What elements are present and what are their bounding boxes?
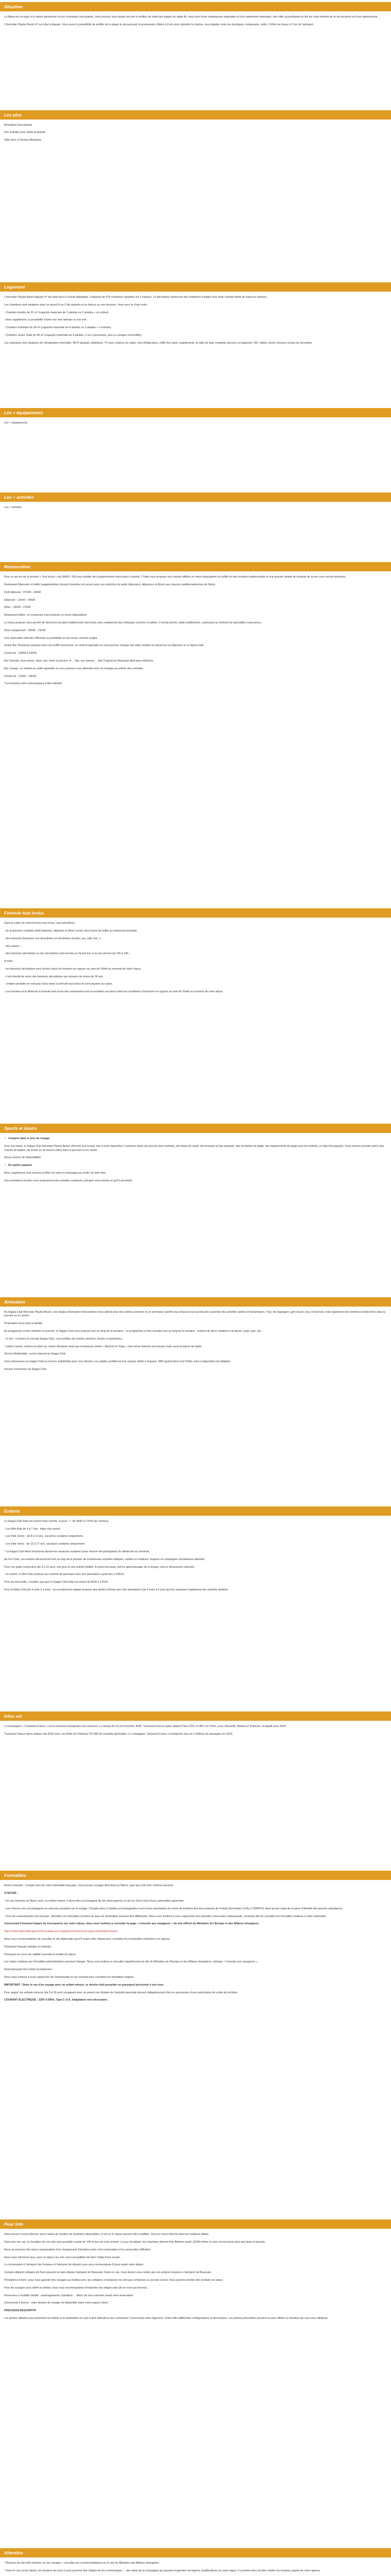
paragraph: Pour le Baby Club (de 4 mois à 4 ans) : un encadrement adapté propose des ateliers d'éveil avec des animateurs (de 4 mois à 4 ans) qui leur proposent également des activités dédiées. [4,1588,229,1591]
paragraph: IMPORTANT : Dans le cas d'un voyage avec un enfant mineur, ce dernier doit posséder un passeport personnel à son nom. [4,1983,164,1987]
paragraph: - Les horaires et le détail de la formule tout inclus des restaurants sont accessibles sur place selon les conditions d'ouverture en vigueur au sein de l'hôtel au moment de votre séjour. [4,990,224,994]
paragraph: - Avec supplément, la possibilité d'avoir vue mer latérale ou vue mer. [4,318,87,322]
paragraph: - des boissons (boissons non alcoolisées et alcoolisées locales, jus, café, thé...) [4,937,101,940]
section-title: Sports et loisirs [4,1126,37,1131]
paragraph: Les + activités [4,506,22,510]
paragraph: Concernant l'éventuel impact du Coronavirus sur votre séjour, nous vous invitons à consulter la page « Conseils aux voyageurs » du site officiel du Ministère de l'Europe et des Affaires étrangères. [4,1922,259,1926]
section-spacer [0,31,391,108]
section-spacer [0,690,391,906]
section-title: Pour info [4,2222,23,2227]
section-body-attention [0,2562,391,2576]
paragraph: Nous ne pouvons être tenus responsables d'un changement d'horaires entre votre réservation et la convocation définitive. [4,2248,152,2251]
paragraph: Nous vous invitons à vous rapprocher de l'ambassade ou du consulat pour connaître les formalités exigées. [4,1975,135,1979]
paragraph: - de la pension complète (petit déjeuner, déjeuner et dîner) servie sous forme de buffet au restaurant principal, [4,929,138,933]
section-spacer [0,1187,391,1295]
paragraph: - Chambre double de 22 m² (capacité maximale de 2 adultes ou 2 adultes + un enfant) [4,311,109,314]
paragraph: - Pour les ressortissants non français : Attention, les formalités d'entrée du pays de destination peuvent être différentes. Nous vous invitons à vous rapprocher des autorités concernées (ambassade, consulat) afin de connaître les formalités relatives à votre nationalité. [4,1914,327,1918]
section-header-les-plus [0,110,391,120]
paragraph: Les photos utilisées pour présenter les hôtels et la destination ne sont à titre indicatif et non contractuel. Concernant votre logement, l'hôtel offre différentes configurations et décorations. Les photos présentées peuvent ne pas refléter la chambre qui vous sera attribuée. [4,2316,329,2320]
section-title: Les plus [4,112,22,117]
section-title: Logement [4,284,25,290]
paragraph: Pour ce qui est de la formule « Tout Inclus » de 09h00 - 00h pour profiter de la gastronomie marocaine à volonté. L'hôtel vous propose une cuisine raffinée en menu dégustation ou buffet où des recettes traditionnelles et une grande variété de produits de la mer vous seront proposés. [4,575,346,579]
paragraph: Dîner : 19h00 - 21h30 [4,606,31,609]
paragraph: Avec supplément vous pourrez profiter de soins et massages au centre de bien-être. [4,1172,107,1175]
paragraph: - Les Kids Junior : de 8 à 11 ans, vacances scolaires uniquement. [4,1535,84,1538]
section-header-logement [0,282,391,292]
paragraph: Les chambres sont équipées de climatisation réversible, Wi-Fi (gratuit), téléphone, TV avec chaînes du câble, mini réfrigérateur, coffre-fort (avec supplément), et salle de bain complète (douche ou baignoire, WC, bidet), sèche-cheveux et plus de serviettes. [4,341,313,345]
paragraph: Restaurant Marocain et buffet mappelanésien devant révolution où seront avec une sélection de petits déjeuners, déjeuners et dîners aux saveurs méditerranéennes de Maria. [4,583,216,586]
section-spacer [0,1740,391,1869]
section-header-sports-et-loisirs [0,1124,391,1133]
section-header-formule-tout-inclus [0,908,391,918]
section-body-formalites [0,1884,391,2003]
paragraph: Dans le cadre de votre formule tout inclus, vous bénéficiez : [4,922,77,925]
bullet-item: • En option payante [4,1164,387,1168]
paragraph: Passeport en cours de validité couvrant la totalité du séjour. [4,1953,76,1956]
section-header-les-activites [0,493,391,502]
paragraph: Les chambres sont équipées avec un grand lit ou 2 lits séparés et un balcon ou une terrasse. Vous avez le choix entre : [4,303,149,307]
paragraph: Nous vous informons que, pour ce séjour, les vols sont susceptibles de faire l'objet d'une escale. [4,2256,121,2259]
paragraph: Documents à fournir : votre dossier de voyage est disponible dans votre espace client. [4,2301,109,2305]
paragraph: Pour les voyages avec bébé ou enfant, nous vous recommandons d'emporter des sièges auto (ils ne sont pas fournis). [4,2286,148,2290]
section-body-enfants [0,1520,391,1592]
paragraph: Ouvert de : 10h00 à 16h00 [4,652,37,655]
bullet-list [4,1137,387,1141]
paragraph: Pour les tout-petits, n'oubliez pas que le Kappa Club Kids est ouvert de 8h30 à 17h30. [4,1581,109,1584]
paragraph: Pour rappel, les enfants mineurs (de 0 à 18 ans) voyageant avec un parent non titulaire de l'autorité parentale doivent obligatoirement être en possession d'une autorisation de sortie de territoire. [4,1991,238,1994]
section-body-les-plus [0,124,391,143]
paragraph: Déjeuner : 12h30 - 14h30 [4,598,36,602]
section-spacer [0,998,391,1122]
paragraph: Des activités pour petits et grands [4,131,45,134]
section-title: Situation [4,4,23,9]
section-title: Formule tout inclus [4,910,44,916]
paragraph: A noter : [4,960,14,963]
section-body-pour-info [0,2233,391,2321]
section-header-les-equipements [0,408,391,417]
paragraph[interactable]: https://www.diplomatie.gouv.fr/fr/conseils-aux-voyageurs/conseils-par-pays-destination/maroc/ [4,1930,118,1934]
bullet-item: • Compris dans le prix du voyage [4,1137,387,1141]
section-title: Attention [4,2550,23,2555]
paragraph: - le soir : à travers le concept Kappa Club, vous profitez de soirées animées, shows et spectacles... [4,1337,124,1341]
section-body-animation [0,1311,391,1372]
paragraph: * Le Kappa Club Ados fonctionne durant les vacances scolaires (sous réserve de participants) du dimanche au vendredi. [4,1550,150,1554]
section-title: Infos vol [4,1713,22,1719]
paragraph: - il est interdit de servir des boissons alcoolisées aux mineurs de moins de 18 ans, [4,975,104,978]
section-title: Formalités [4,1873,26,1878]
section-spacer [0,2325,391,2546]
section-spacer [0,2006,391,2217]
paragraph: * Mesures de sécurité sanitaire sur les voyages : consultez les recommandations sur le site du Ministère des Affaires étrangères. [4,2561,160,2565]
paragraph: Vous retrouverez au Kappa Club un service multimédia pour vous divertir. Les adultes profiteront d'un espace dédié à l'espace, WIFI gratuit dans tout l'hôtel, mise à disposition de tablettes. [4,1360,231,1364]
section-spacer [0,1376,391,1504]
paragraph: - des snacks ... [4,944,23,948]
paragraph: Une réservation doit être effectuée au préalable et une tenue correcte exigée. [4,636,98,640]
paragraph: Pour nos petits vacanciers (de 4 à 11 ans), nos jeux et une activité dédiée, ils pourront aussi, soit en apprentissage de la langue, soit en découverte culturelle. [4,1565,196,1569]
paragraph: * Dans le cas où les clients, les horaires de vous à vous pourriez être obligés de les communiquer ... des aléas de la compagnie qui peuvent engendrer de légères modifications sur votre séjour. Il convient donc de bien vérifier les horaires auprès de votre agence. [4,2569,321,2572]
section-header-situation [0,2,391,11]
section-body-formule-tout-inclus [0,922,391,994]
section-title: Les + activités [4,495,34,500]
paragraph: Certains départs indiqués de Paris peuvent se faire depuis l'aéroport de Beauvais. Dans ce cas, vous devrez vous rendre par vos propres moyens à l'aéroport de Beauvais. [4,2271,212,2275]
paragraph: L'Ibérostar Playita Beach Aguaïe 4* est situé face à l'océan Atlantique. Il dispose de 479 chambres réparties sur 3 niveaux. La décoration lumineuse des chambres s'inspire d'un style colonial teinté de nuances marines. [4,295,268,299]
paragraph: PRECISION DESCRIPTIF [4,2309,37,2313]
paragraph: Au programme et des activités en journée, le Kappa Club vous propose tout au long de la semaine : un programme et des activités tout au long de la semaine : matchs de sport, initiation à la danse, yoga, quiz, etc... [4,1330,264,1333]
paragraph: Nous vous recommandons de consulter le site diplomatie.gouv.fr avant votre départ pour connaître les éventuelles restrictions en vigueur. [4,1937,171,1941]
section-body-infos-vol [0,1725,391,1737]
section-spacer [0,146,391,280]
paragraph: - Les mineurs non accompagnés ne sont pas acceptés sur le voyage. Il faudra alors à l'adulte accompagnateur muni d'une autorisation de sortie de territoire des deux parents de l'enfant (formulaire Cerfa n°15646*01 ainsi qu'une copie de la pièce d'identité des parents signataires). [4,1907,344,1910]
paragraph: - certains produits ne sont pas inclus dans la formule tout inclus et sont payants sur place, [4,982,113,986]
section-spacer [0,349,391,406]
paragraph: *Les horaires sont communiqués à titre indicatif. [4,682,62,686]
paragraph: L'Ibérostar Playita Resort 4* est situé à Aguaïe. Vous aurez la possibilité de profiter de la plage ou de parcourir la promenade côtière à 8 km pour rejoindre la marina, vous balader entre les boutiques, restaurants, cafés. L'hôtel se trouve à 2 km de l'aéroport. [4,23,314,26]
paragraph: Diner uniquement : 18h00 - 21h30 [4,629,46,632]
section-body-logement [0,296,391,346]
paragraph: Snack Bar Tinuhouse propose dans son buffet tout-inclus. Un endroit agréable ou vous pourrez manger des plats simples et savoureux au déjeuner ou à l'après-midi. [4,644,204,648]
section-body-les-activites [0,506,391,510]
paragraph: - Chambre Junior Suite de 40 m² (capacité maximale de 4 adultes, 2 ou 3 personnes, plus un canapé convertible). [4,333,142,337]
paragraph: Heures d'ouverture du Kappa Club. [4,1368,47,1371]
section-header-animation [0,1297,391,1307]
paragraph: Des prestations locales vous proposeront des activités nautiques, plongée sous-marine et golf à proximité. [4,1179,133,1182]
paragraph: COURANT ÉLECTRIQUE : 220V à 50Hz. Type C et E. Adaptateur non nécessaire. [4,1998,108,2002]
paragraph: Bar Lounge, un endroit au cadre agréable ou vous pourrez vous détendre avec la musique au rythme des cocktails. [4,667,144,670]
paragraph: Proposition pour toute la famille. [4,1322,43,1326]
paragraph: Pour vos loisirs, le Kappa Club Iberostar Playita Beach (formule tout inclus) met à votre disposition 3 piscines (dont une piscine pour enfants), des bains de soleil, des transats et des parasols, des serviettes de plage, des équipements de plage pour les enfants, un Spa Kid (payant). Vous pourrez prendre part à des matchs de basket, de tennis ou de beach-volley dans la journée ou en soirée. [4,1144,384,1152]
paragraph: La compagnie « Transavia France » est le nouveau transporteur de vacances. Le temps de vol est d'environ 4h30. Transavia France opère depuis Paris CDG et ORY sur Paris, Lyon, Marseille, Nantes et Toulouse, et Agadir pour 2024. [4,1724,287,1728]
section-spacer [0,1596,391,1709]
paragraph: Au Kappa Club Iberostar Playita Beach, une équipe d'animation francophone vous attend pour des soirées animées et un animateur sportif vous propose tout au long de la journée des activités variées et dynamiques. Tout, de l'aquagym, gym douce, jeux et tournois, mais également de nombreux temps forts dans la journée ou en soirée. [4,1310,385,1318]
paragraph: Situé face à l'Océan Atlantique [4,139,41,142]
section-header-formalites [0,1871,391,1880]
paragraph: Restaurant italien, un restaurant vous propose un menu dégustation. [4,614,88,617]
section-body-les-equipements [0,421,391,426]
paragraph: Transavia France opère depuis mai 2022 avec une flotte de 8 Boeing 737-800 de nouvelle génération. La compagnie Transavia France a transporté plus de 2 millions de passagers en 2023. [4,1732,233,1736]
paragraph: - En cas d'arrivée au Maroc avec un enfant mineur, il devra être accompagné de ses deux parents ou de l'un d'eux muni d'une autorisation parentale. [4,1899,185,1903]
paragraph: - Les Mini Kids de 4 à 7 ans : baby club animé. [4,1527,61,1531]
paragraph: - Les Kids Teens : de 12 à 17 ans, vacances scolaires uniquement. [4,1543,85,1546]
paragraph: Les règles relatives aux formalités administratives peuvent changer. Nous vous invitons à consulter régulièrement le site du Ministère de l'Europe et des Affaires étrangères, rubrique « Conseils aux voyageurs ». [4,1960,258,1964]
paragraph: Petit déjeuner : 07h00 - 10h00 [4,590,41,594]
paragraph: - soirée Casino, cinéma en plein air, soirée dansante ainsi que la fameuse soirée « Blanche & Tinge » (une tenue blanche est prévue) mais aussi la danse de ballet. [4,1345,202,1348]
paragraph: Ouvert de : 21h00 - 23h00 [4,674,36,678]
section-header-enfants [0,1506,391,1516]
section-body-situation [0,15,391,27]
section-title: Les + équipements [4,410,43,415]
paragraph: Prestations à bord : pour vous garantir des voyages au meilleur prix, les collations et boissons ne sont pas comprises ou servies à bord. Vous pourrez acheter des produits sur place. [4,2278,223,2282]
section-body-restauration [0,575,391,686]
section-body-sports-et-loisirs [0,1137,391,1183]
section-header-infos-vol [0,1711,391,1721]
section-header-attention [0,2548,391,2557]
paragraph: Le Kappa Club Kids est ouvert toute l'année, 6 jours / 7, de 9h30 à 17h30 (en continu). [4,1519,109,1523]
paragraph: - des boissons alcoolisées et non alcoolisées sont servies au Snack bar et au bar piscine de 10h à 23h... [4,952,131,956]
bullet-list [4,1164,387,1168]
paragraph: Nous tenons à vous informer qu'en raison du nombre de chambres disponibles, le vol ou le séjour peuvent être modifiés. Vous en serez informé dans les meilleurs délais. [4,2233,209,2236]
paragraph: Dans tous les cas, la réception de vos clés sera possible à partir de 14h le jour de votre arrivée. Le jour du départ, les chambres doivent être libérées avant 12h00 même si votre vol est prévu plus tard dans la journée. [4,2240,266,2244]
section-title: Animation [4,1299,25,1304]
paragraph: Bonne nouvelle : Compte tenu de votre nationalité française, vous pouvez voyager librement au Maroc, quel que soit votre schéma vaccinal. [4,1884,174,1888]
paragraph: - les boissons alcoolisées sont servies selon les horaires en vigueur au sein de l'hôtel au moment de votre séjour, [4,967,141,971]
section-title: Enfants [4,1508,20,1514]
paragraph: Les + équipements [4,421,27,425]
paragraph: - En soirée, le Mini Club propose aux enfants de participer avec nos animateurs ayant lieu à 20h15... [4,1573,126,1577]
paragraph: Personnes à mobilité réduite : aménagements, transferts ... Merci de nous informer avant votre réservation. [4,2294,134,2297]
paragraph: Bar Oriental, nous avons, situé, une, entre la piscine, et ... Bar, une piscine ... Bar Tropical du Maracuja idéal pour rafraîchir. [4,659,154,663]
paragraph: Animation francophone [4,123,32,127]
paragraph: La convocation à l'aéroport (les horaires et l'aéroport de départ) vous sera communiquée 8 jours avant votre départ. [4,2263,144,2267]
section-spacer [0,429,391,490]
section-header-pour-info [0,2219,391,2229]
paragraph: (Sous réserve de disponibilité) [4,1156,41,1160]
paragraph: Passeport français (adultes et enfants) : [4,1945,53,1948]
section-spacer [0,514,391,560]
paragraph: Au Fun Club, vos enfants découvriront tout au long de la journée de nombreuses activités ludiques, variées et créatives, toujours en compagnie d'animateurs attentifs. [4,1557,205,1561]
section-title: Restauration [4,564,31,570]
paragraph: Ressortissants hors Union Européenne : [4,1968,54,1972]
section-header-restauration [0,562,391,571]
paragraph: La Maria est un pays à la nature généreuse où les contrastes sont grands. Vous pourrez tous durant vos été et profiter du soleil des plages de sable fin, vous jouir d'une somptueuse végétation et d'un patrimoine historique, des villes accueillantes et fait les nuits étoilées de la vie nocturne et d'une gastronomie ... [4,15,381,19]
paragraph: - Chambre Familiale de 34 m² (capacité maximale de 4 adultes ou 2 adultes + 2 enfants) [4,326,111,330]
paragraph: A NOTER : [4,1892,18,1895]
paragraph: Le menu propose vous permet de découvrir les plats traditionnels marocains avec notamment des mélanges sucrées et salées. Il est de prévoir, plats traditionnels, marocains au moment de spécialités marocaines. [4,621,262,624]
paragraph: Service Multimédia : accès internet au Kappa Club [4,1352,66,1356]
